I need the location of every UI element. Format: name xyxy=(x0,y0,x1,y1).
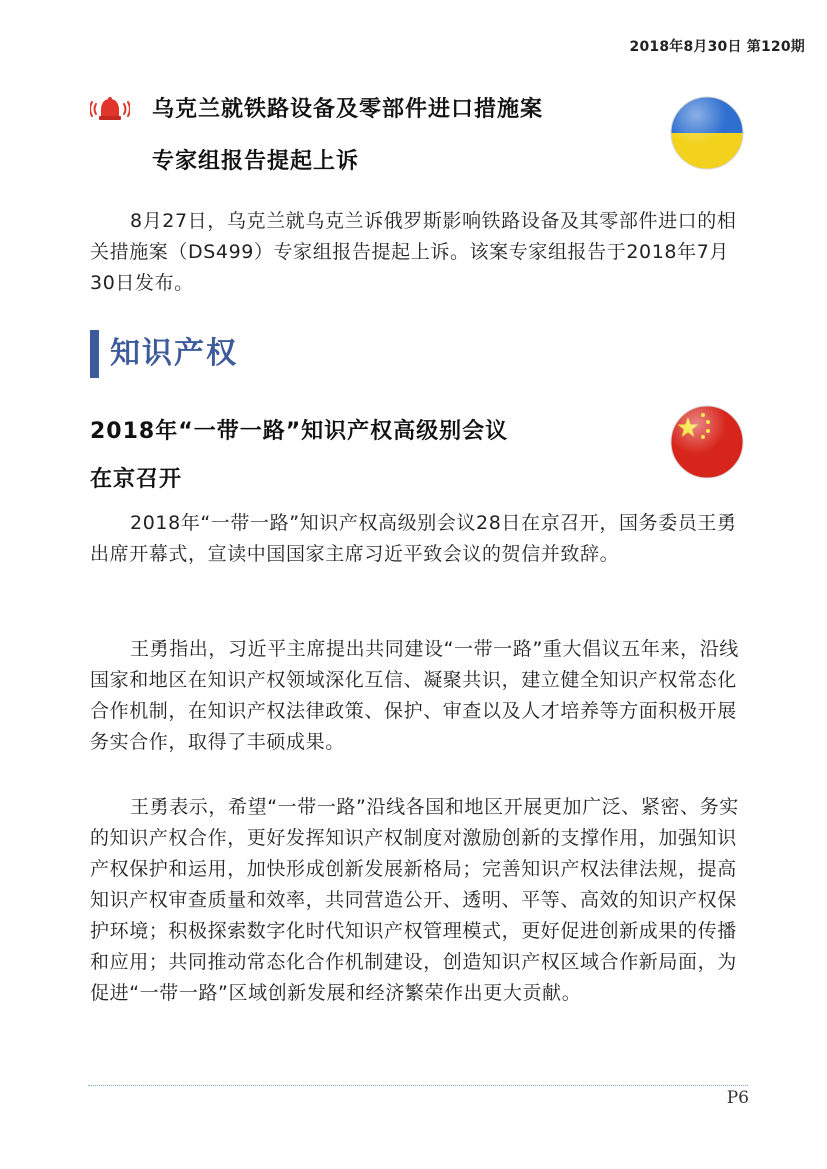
article1-title-line2: 专家组报告提起上诉 xyxy=(152,149,360,174)
china-flag-icon xyxy=(670,405,744,479)
article2-title-line1: 2018年“一带一路”知识产权高级别会议 xyxy=(90,419,509,444)
page-number: P6 xyxy=(726,1088,749,1108)
alarm-bell-icon xyxy=(90,96,130,122)
article1-paragraph: 8月27日，乌克兰就乌克兰诉俄罗斯影响铁路设备及其零部件进口的相关措施案（DS499）专家组报告提起上诉。该案专家组报告于2018年7月30日发布。 xyxy=(90,210,737,294)
section-title: 知识产权 xyxy=(110,336,238,371)
ukraine-flag-icon xyxy=(670,96,744,170)
article2-paragraph-2: 王勇指出，习近平主席提出共同建设“一带一路”重大倡议五年来，沿线国家和地区在知识产权领域深化互信、凝聚共识，建立健全知识产权常态化合作机制，在知识产权法律政策、保护、审查以及人才培养等方面积极开展务实合作，取得了丰硕成果。 xyxy=(90,638,739,753)
article2-paragraph-1: 2018年“一带一路”知识产权高级别会议28日在京召开，国务委员王勇出席开幕式，宣读中国国家主席习近平致会议的贺信并致辞。 xyxy=(90,512,737,565)
issue-date: 2018年8月30日 第120期 xyxy=(629,39,805,55)
article2-paragraph-3: 王勇表示，希望“一带一路”沿线各国和地区开展更加广泛、紧密、务实的知识产权合作，更好发挥知识产权制度对激励创新的支撑作用，加强知识产权保护和运用，加快形成创新发展新格局；完善知识产权法律法规，提高知识产权审查质量和效率，共同营造公开、透明、平等、高效的知识产权保护环境；积极探索数字化时代知识产权管理模式，更好促进创新成果的传播和应用；共同推动常态化合作机制建设，创造知识产权区域合作新局面，为促进“一带一路”区域创新发展和经济繁荣作出更大贡献。 xyxy=(90,796,739,1004)
section-accent-bar xyxy=(90,330,99,378)
article1-title-line1: 乌克兰就铁路设备及零部件进口措施案 xyxy=(152,97,544,122)
article2-title-line2: 在京召开 xyxy=(90,467,183,492)
footer-divider xyxy=(88,1085,748,1086)
